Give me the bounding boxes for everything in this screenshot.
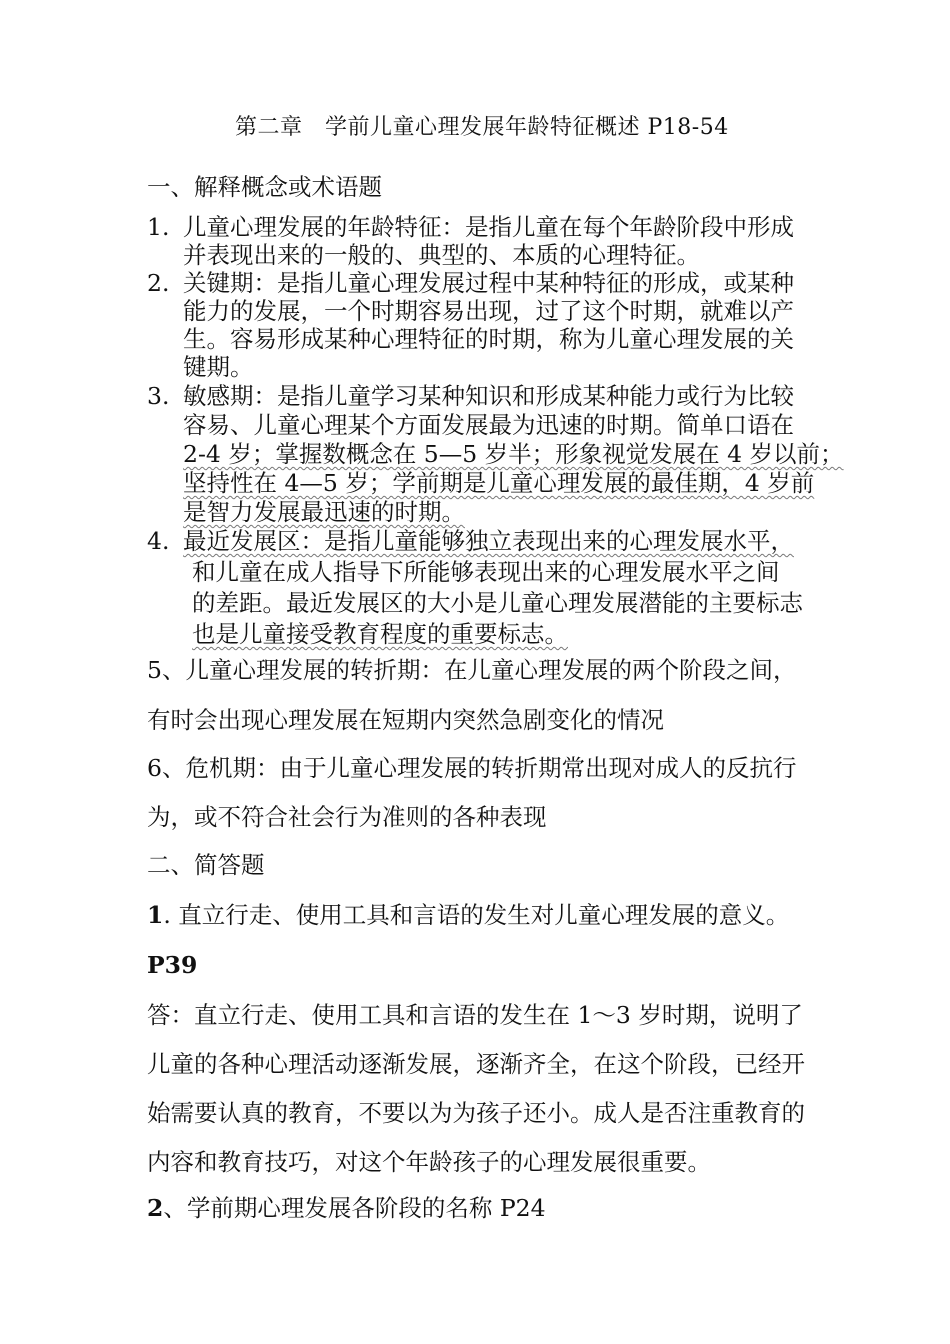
question-2 xyxy=(147,1193,546,1223)
definition-item-2-line-1 xyxy=(147,268,794,298)
definition-item-4-line-4: 也是儿童接受教育程度的重要标志。 xyxy=(192,620,568,648)
section-heading-short-answer: 二、简答题 xyxy=(147,851,265,879)
question-number: 1 xyxy=(147,901,164,929)
question-number: 2 xyxy=(147,1194,164,1222)
definition-item-2-line-4: 键期。 xyxy=(183,353,254,381)
definition-item-3-line-3: 2-4 岁；掌握数概念在 5—5 岁半；形象视觉发展在 4 岁以前； xyxy=(183,440,844,468)
definition-item-4-line-1 xyxy=(147,526,794,556)
definition-item-4-line-3: 的差距。最近发展区的大小是儿童心理发展潜能的主要标志 xyxy=(192,589,803,617)
item-text: 最近发展区：是指儿童能够独立表现出来的心理发展水平， xyxy=(183,527,794,555)
definition-item-2-line-2: 能力的发展，一个时期容易出现，过了这个时期，就难以产 xyxy=(183,297,794,325)
item-text: 关键期：是指儿童心理发展过程中某种特征的形成，或某种 xyxy=(183,269,794,297)
definition-item-5-line-1: 5、儿童心理发展的转折期：在儿童心理发展的两个阶段之间， xyxy=(147,656,797,684)
item-text: 敏感期：是指儿童学习某种知识和形成某种能力或行为比较 xyxy=(183,382,794,410)
question-1-page-ref: P39 xyxy=(147,951,198,979)
answer-1-line-3: 始需要认真的教育，不要以为为孩子还小。成人是否注重教育的 xyxy=(147,1099,805,1127)
item-number: 1. xyxy=(147,213,170,241)
section-heading-concepts: 一、解释概念或术语题 xyxy=(147,173,382,201)
answer-1-line-1: 答：直立行走、使用工具和言语的发生在 1～3 岁时期，说明了 xyxy=(147,1001,803,1029)
question-text: . 直立行走、使用工具和言语的发生对儿童心理发展的意义。 xyxy=(163,901,790,929)
item-number: 4. xyxy=(147,527,170,555)
answer-1-line-4: 内容和教育技巧，对这个年龄孩子的心理发展很重要。 xyxy=(147,1148,711,1176)
definition-item-6-line-2: 为，或不符合社会行为准则的各种表现 xyxy=(147,803,547,831)
definition-item-1-line-2: 并表现出来的一般的、典型的、本质的心理特征。 xyxy=(183,241,700,269)
definition-item-6-line-1: 6、危机期：由于儿童心理发展的转折期常出现对成人的反抗行 xyxy=(147,754,797,782)
answer-1-line-2: 儿童的各种心理活动逐渐发展，逐渐齐全，在这个阶段，已经开 xyxy=(147,1050,805,1078)
definition-item-2-line-3: 生。容易形成某种心理特征的时期，称为儿童心理发展的关 xyxy=(183,325,794,353)
question-1 xyxy=(147,900,789,930)
definition-item-1-line-1 xyxy=(147,212,794,242)
definition-item-3-line-5: 是智力发展最迅速的时期。 xyxy=(183,498,465,526)
page-title: 第二章 学前儿童心理发展年龄特征概述 P18-54 xyxy=(235,115,729,140)
item-number: 3. xyxy=(147,382,170,410)
item-number: 2. xyxy=(147,269,170,297)
question-text: 、学前期心理发展各阶段的名称 P24 xyxy=(163,1194,546,1222)
definition-item-3-line-1 xyxy=(147,381,794,411)
definition-item-3-line-4: 坚持性在 4—5 岁；学前期是儿童心理发展的最佳期，4 岁前 xyxy=(183,469,815,497)
definition-item-5-line-2: 有时会出现心理发展在短期内突然急剧变化的情况 xyxy=(147,706,664,734)
item-text: 儿童心理发展的年龄特征：是指儿童在每个年龄阶段中形成 xyxy=(183,213,794,241)
definition-item-4-line-2: 和儿童在成人指导下所能够表现出来的心理发展水平之间 xyxy=(192,558,780,586)
definition-item-3-line-2: 容易、儿童心理某个方面发展最为迅速的时期。简单口语在 xyxy=(183,411,794,439)
